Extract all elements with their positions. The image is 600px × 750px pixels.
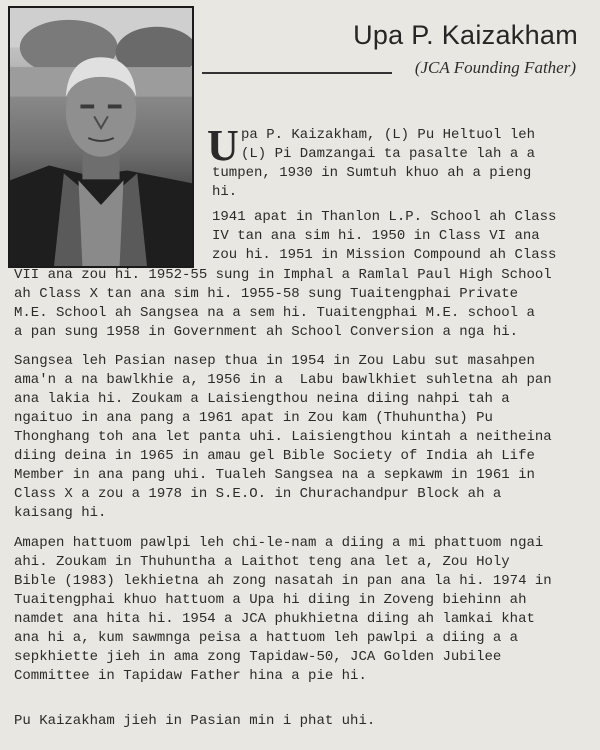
drop-cap: U xyxy=(207,121,239,170)
paragraph-3: Sangsea leh Pasian nasep thua in 1954 in Zou Labu sut masahpen ama'n a na bawlkhie a, 1956 in a Labu bawlkhiet suhletna ah pan ana lakia hi. Zoukam a Laisiengthou neina diing nahpi tah a ngaituo in ana pang a 1961 apat in Zou kam (Thuhuntha) Pu Thonghang toh ana let panta uhi. Laisiengthou kintah a neitheina diing deina in 1965 in amau gel Bible Society of India ah Life Member in ana pang uhi. Tualeh Sangsea na a sepkawm in 1961 in Class X a zou a 1978 in S.E.O. in Churachandpur Block ah a kaisang hi. xyxy=(14,353,552,521)
page-title: Upa P. Kaizakham xyxy=(353,20,578,50)
paragraph-5: Pu Kaizakham jieh in Pasian min i phat uhi. xyxy=(14,713,376,729)
paragraph-2-full: VII ana zou hi. 1952-55 sung in Imphal a Ramlal Paul High School ah Class X tan ana sim hi. 1955-58 sung Tuaitengphai Private M.E. School ah Sangsea na a sem hi. Tuaitengphai M.E. school a a pan sung 1958 in Government ah School Conversion a nga hi. xyxy=(14,267,552,340)
paragraph-1-rest: tumpen, 1930 in Sumtuh khuo ah a pieng hi. xyxy=(212,165,532,200)
paragraph-4: Amapen hattuom pawlpi leh chi-le-nam a diing a mi phattuom ngai ahi. Zoukam in Thuhuntha a Laithot teng ana let a, Zou Holy Bible (1983) lekhietna ah zong nasatah in pan ana la hi. 1974 in Tuaitengphai khuo hattuom a Upa hi diing in Zoveng biehinn ah namdet ana hita hi. 1954 a JCA phukhietna diing ah lamkai khat ana hi a, kum sawmnga peisa a hattuom leh pawlpi a diing a a sepkhiette jieh in ama zong Tapidaw-50, JCA Golden Jubilee Committee in Tapidaw Father hina a pie hi. xyxy=(14,535,552,684)
portrait-photo xyxy=(8,6,194,268)
title-rule xyxy=(202,72,392,74)
paragraph-1-line-2: (L) Pi Damzangai ta pasalte lah a a xyxy=(241,146,536,162)
page-subtitle: (JCA Founding Father) xyxy=(414,58,576,77)
paragraph-1-line-1: pa P. Kaizakham, (L) Pu Heltuol leh xyxy=(241,127,536,143)
paragraph-2-side: 1941 apat in Thanlon L.P. School ah Class IV tan ana sim hi. 1950 in Class VI ana zou hi. 1951 in Mission Compound ah Class xyxy=(212,209,557,263)
